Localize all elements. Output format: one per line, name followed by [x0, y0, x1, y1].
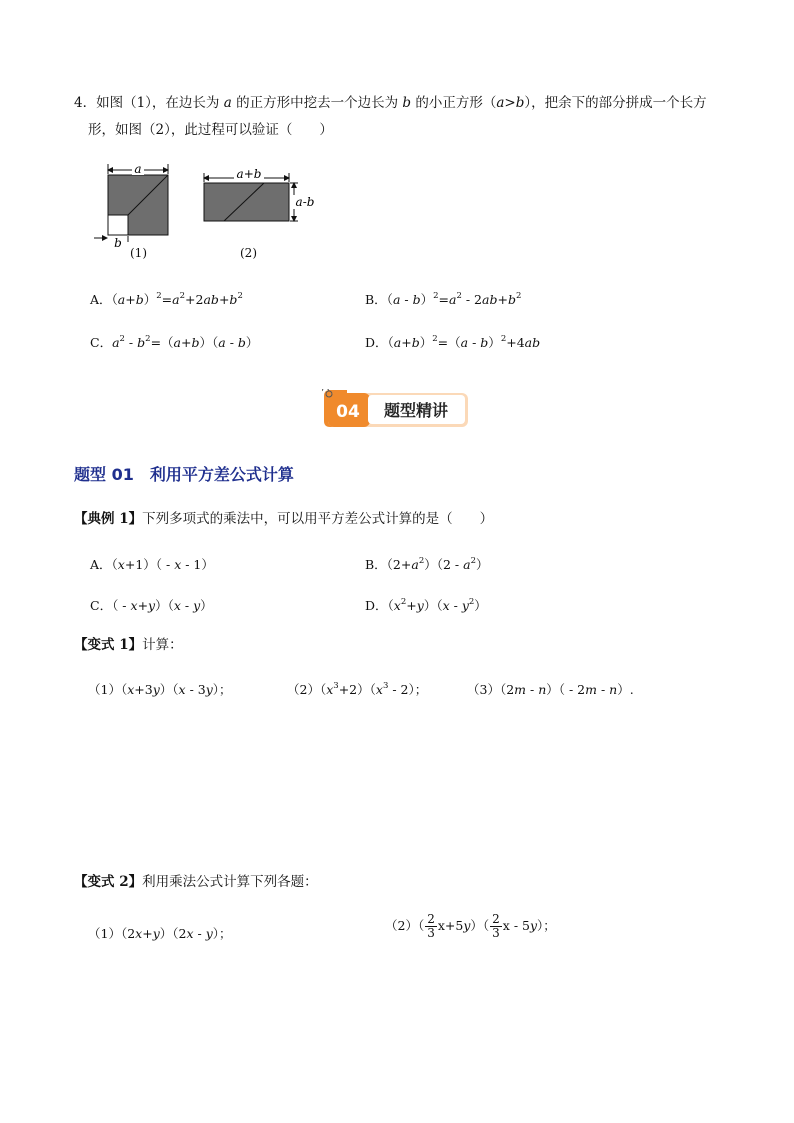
- figure-2: [198, 163, 323, 233]
- fig1-label-a: a: [134, 162, 142, 176]
- variant-1-part-2: $(2)(x^3+2)(x^3 - 2)$；: [287, 681, 428, 697]
- q4-option-d[interactable]: D．$(a+b)^2=(a - b)^2+4ab$: [365, 334, 541, 350]
- variant-1-heading: 【变式 1】计算：: [74, 637, 183, 653]
- variant-2-part-2: （2）（ $\frac{2}{3}$ x+5y）（ $\frac{2}{3}$ x - 5y）；: [385, 912, 556, 941]
- badge-number: 04: [336, 402, 360, 422]
- fig2-label-right: a-b: [295, 195, 315, 209]
- variant-2-part-1: （1）（2x+y）（2x - y）；: [88, 926, 232, 941]
- section-title: 题型 01 利用平方差公式计算: [74, 465, 294, 484]
- example-option-b[interactable]: B．$(2+a^2)(2 - a^2)$: [365, 556, 489, 572]
- variant-2-heading: 【变式 2】利用乘法公式计算下列各题：: [74, 874, 318, 890]
- q4-option-a[interactable]: A．$(a+b)^2=a^2+2ab+b^2$: [90, 291, 243, 307]
- fig2-caption: (2): [240, 246, 257, 260]
- q4-line1: 4．如图（1），在边长为 a 的正方形中挖去一个边长为 b 的小正方形（a>b），把余下的部分拼成一个长方: [74, 95, 707, 111]
- section-badge: [322, 389, 472, 429]
- fig2-label-top: a+b: [236, 167, 262, 181]
- variant-1-part-3: （3）（2m - n）（ - 2m - n）.: [467, 682, 634, 697]
- figure-1: [90, 160, 180, 260]
- fraction-2-3-b: $\frac{2}{3}$: [492, 912, 500, 941]
- example-option-c[interactable]: C．（ - x+y）（x - y）: [90, 598, 213, 613]
- example-1-heading: 【典例 1】下列多项式的乘法中，可以用平方差公式计算的是（ ）: [74, 511, 494, 527]
- fig1-caption: (1): [130, 246, 147, 260]
- variant-1-part-1: （1）（x+3y）（x - 3y）；: [88, 682, 232, 697]
- example-option-d[interactable]: D．$(x^2+y)(x - y^2)$: [365, 597, 487, 613]
- example-option-a[interactable]: A．（x+1）（ - x - 1）: [90, 557, 214, 572]
- fraction-2-3-a: $\frac{2}{3}$: [427, 912, 435, 941]
- badge-text: 题型精讲: [383, 401, 449, 420]
- fig1-label-b: b: [114, 236, 122, 250]
- q4-option-b[interactable]: B．$(a - b)^2=a^2 - 2ab+b^2$: [365, 291, 522, 307]
- q4-option-c[interactable]: C．$a^2 - b^2=(a+b)(a - b)$: [90, 334, 259, 350]
- q4-line2: 形，如图（2），此过程可以验证（ ）: [88, 122, 333, 138]
